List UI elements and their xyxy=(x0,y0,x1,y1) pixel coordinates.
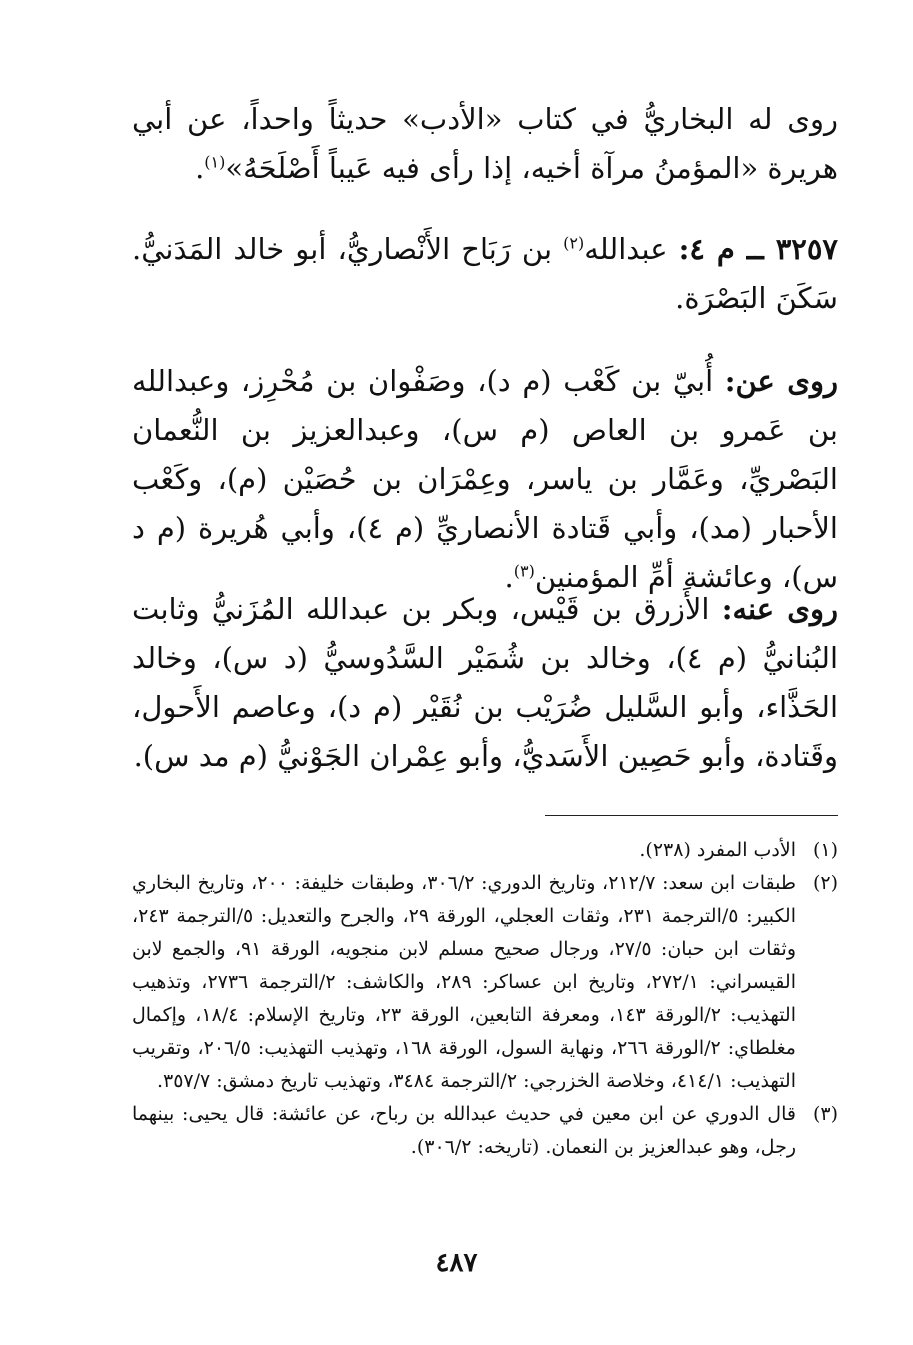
footnote-text: قال الدوري عن ابن معين في حديث عبدالله بن رباح، عن عائشة: قال يحيى: بينهما رجل، وهو عبدالعزيز بن النعمان. (تاريخه: ٣٠٦/٢). xyxy=(132,1103,796,1158)
entry-name: عبدالله xyxy=(584,232,668,266)
footnote-1 xyxy=(132,834,838,867)
footnote-text: طبقات ابن سعد: ٢١٢/٧، وتاريخ الدوري: ٣٠٦/٢، وطبقات خليفة: ٢٠٠، وتاريخ البخاري الكبير: ٥/الترجمة ٢٣١، وثقات العجلي، الورقة ٢٩، والجرح والتعديل: ٥/الترجمة ٢٤٣، وثقات ابن حبان: ٢٧/٥، ورجال صحيح مسلم لابن منجويه، الورقة ٩١، والجمع لابن القيسراني: ٢٧٢/١، وتاريخ ابن عساكر: ٢٨٩، والكاشف: ٢/الترجمة ٢٧٣٦، وتذهيب التهذيب: ٢/الورقة ١٤٣، ومعرفة التابعين، الورقة ٢٣، وتاريخ الإسلام: ١٨/٤، وإكمال مغلطاي: ٢/الورقة ٢٦٦، ونهاية السول، الورقة ١٦٨، وتهذيب التهذيب: ٢٠٦/٥، وتقريب التهذيب: ٤١٤/١، وخلاصة الخزرجي: ٢/الترجمة ٣٤٨٤، وتهذيب تاريخ دمشق: ٣٥٧/٧. xyxy=(132,872,797,1092)
footnote-3 xyxy=(132,1098,838,1164)
footnote-number: (٢) xyxy=(812,872,838,894)
footnote-text: الأدب المفرد (٢٣٨). xyxy=(639,839,796,861)
paragraph-end: . xyxy=(504,560,514,594)
narrated-by-paragraph xyxy=(132,585,838,781)
footnote-number: (١) xyxy=(812,839,838,861)
footnote-divider xyxy=(545,815,838,816)
paragraph-bukhari-narration xyxy=(132,95,838,193)
entry-name-rest: بن رَبَاح الأَنْصاريُّ، أبو خالد المَدَنيُّ. سَكَنَ البَصْرَة. xyxy=(132,232,838,315)
entry-heading xyxy=(132,225,838,323)
footnote-ref-1[interactable]: (١) xyxy=(204,152,226,172)
footnotes xyxy=(132,834,838,1164)
footnote-2 xyxy=(132,867,838,1098)
narrated-by-text: الأَزرق بن قَيْس، وبكر بن عبدالله المُزَنيُّ وثابت البُنانيُّ (م ٤)، وخالد بن شُمَيْر السَّدُوسيُّ (د س)، وخالد الحَذَّاء، وأبو السَّليل ضُرَيْب بن نُقَيْر (م د)، وعاصم الأَحول، وقَتادة، وأبو حَصِين الأَسَديُّ، وأبو عِمْران الجَوْنيُّ (م مد س). xyxy=(132,592,839,773)
paragraph-text: روى له البخاريُّ في كتاب «الأدب» حديثاً واحداً، عن أبي هريرة «المؤمنُ مرآة أخيه، إذا رأى فيه عَيباً أَصْلَحَهُ» xyxy=(132,102,838,185)
narrated-from-paragraph xyxy=(132,357,838,602)
entry-number: ٣٢٥٧ ــ م ٤: xyxy=(678,232,838,266)
narrated-by-label: روى عنه: xyxy=(721,592,839,626)
narrated-from-text: أُبيّ بن كَعْب (م د)، وصَفْوان بن مُحْرِز، وعبدالله بن عَمرو بن العاص (م س)، وعبدالعزيز بن النُّعمان البَصْريِّ، وعَمَّار بن ياسر، وعِمْرَان بن حُصَيْن (م)، وكَعْب الأحبار (مد)، وأبي قَتادة الأنصاريِّ (م ٤)، وأبي هُريرة (م د س)، وعائشة أمِّ المؤمنين xyxy=(132,364,838,594)
footnote-ref-3[interactable]: (٣) xyxy=(513,561,535,581)
narrated-from-label: روى عن: xyxy=(724,364,839,398)
footnote-number: (٣) xyxy=(812,1103,838,1125)
footnote-ref-2[interactable]: (٢) xyxy=(563,233,585,253)
paragraph-end: . xyxy=(195,151,205,185)
page-number: ٤٨٧ xyxy=(435,1248,478,1278)
